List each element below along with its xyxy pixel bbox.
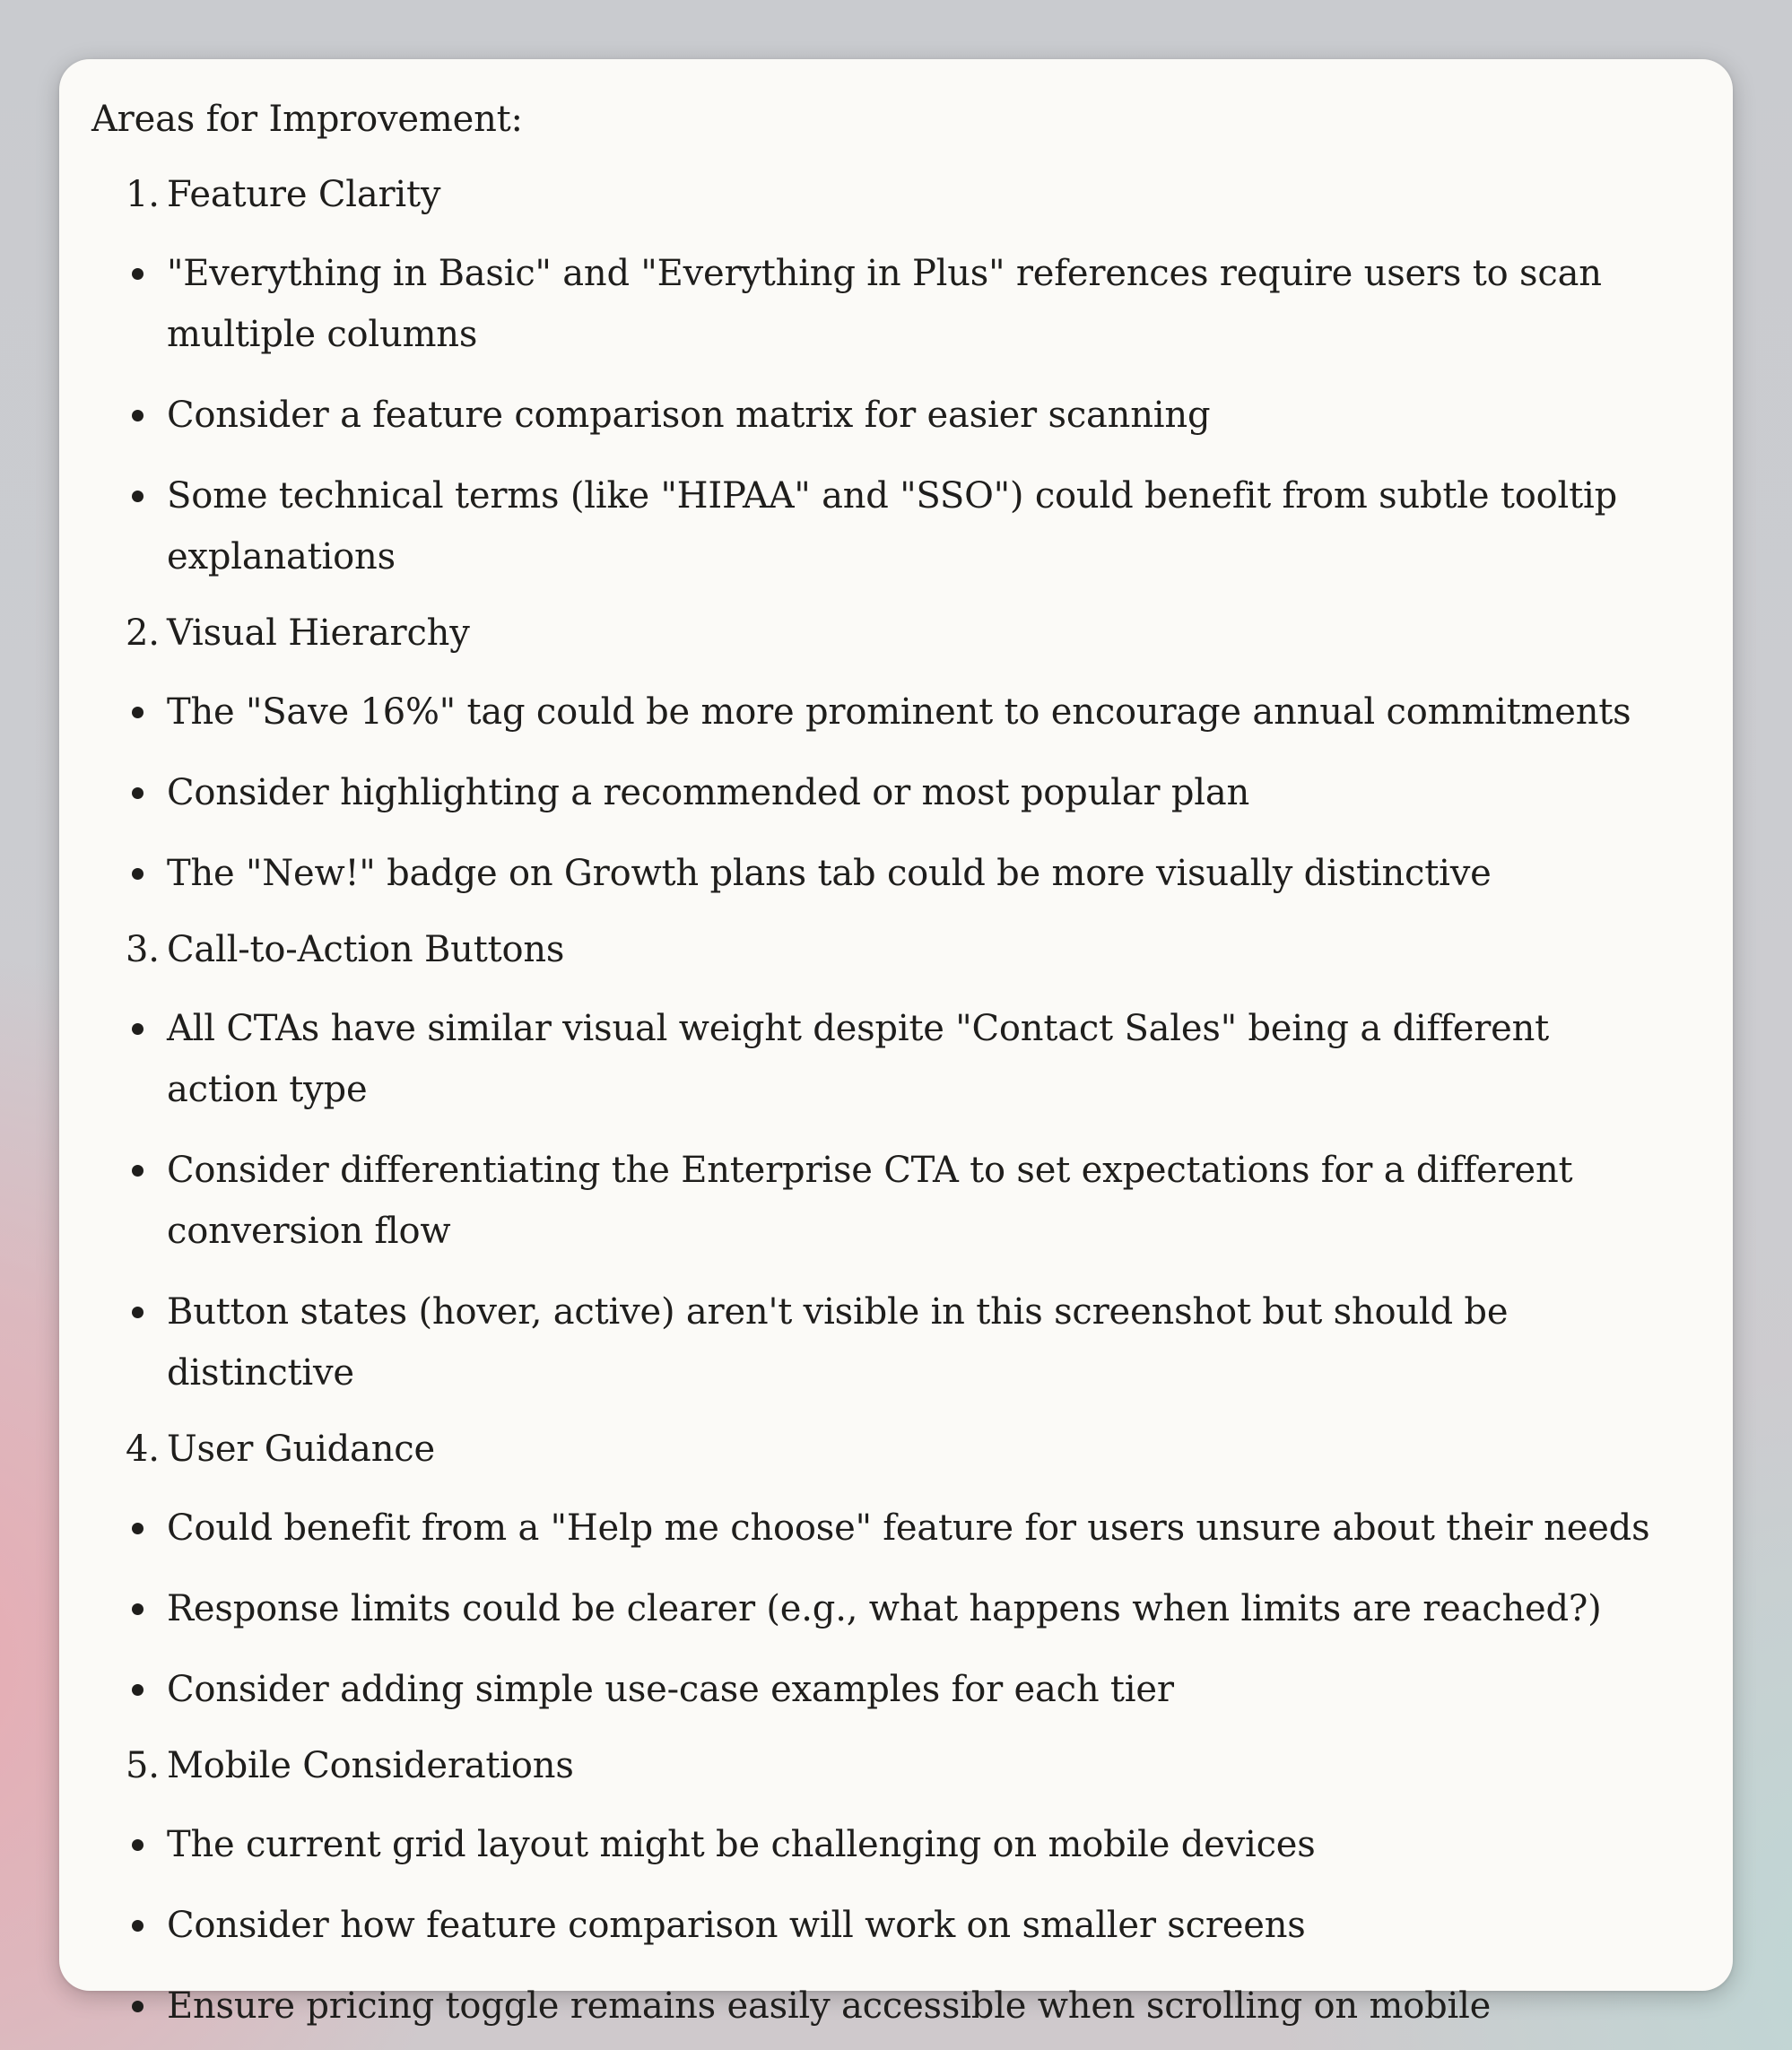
list-item (91, 1895, 1701, 1956)
list-item-text: Could benefit from a "Help me choose" feature for users unsure about their needs (167, 1507, 1650, 1549)
section-title-text: Visual Hierarchy (167, 612, 470, 654)
list-item-text: The "Save 16%" tag could be more prominent to encourage annual commitments (167, 691, 1631, 733)
list-item-text: The "New!" badge on Growth plans tab could be more visually distinctive (167, 853, 1492, 894)
section-title (91, 924, 1701, 976)
section-1 (91, 169, 1701, 587)
section-3 (91, 924, 1701, 1403)
section-number: 5. (126, 1745, 160, 1786)
bullet-icon (132, 410, 144, 421)
list-item-text: Consider a feature comparison matrix for easier scanning (167, 395, 1211, 436)
section-number: 2. (126, 612, 160, 654)
section-number: 3. (126, 929, 160, 970)
list-item-text: Ensure pricing toggle remains easily accessible when scrolling on mobile (167, 1985, 1492, 2027)
list-item (91, 1281, 1701, 1403)
bullet-icon (132, 868, 144, 880)
bullet-icon (132, 1523, 144, 1534)
list-item (91, 682, 1701, 743)
list-item (91, 762, 1701, 823)
section-title-text: Mobile Considerations (167, 1745, 574, 1786)
bullet-icon (132, 1684, 144, 1696)
section-title (91, 607, 1701, 659)
list-item-text: All CTAs have similar visual weight despite "Contact Sales" being a different action type (167, 1008, 1550, 1110)
bullet-icon (132, 268, 144, 280)
list-item-text: Some technical terms (like "HIPAA" and "SSO") could benefit from subtle tooltip explanations (167, 475, 1617, 578)
section-4 (91, 1423, 1701, 1720)
list-item-text: The current grid layout might be challenging on mobile devices (167, 1824, 1316, 1865)
section-5 (91, 1740, 1701, 2037)
bullet-icon (132, 1920, 144, 1932)
list-item-text: "Everything in Basic" and "Everything in Plus" references require users to scan multiple columns (167, 253, 1602, 355)
section-title (91, 1740, 1701, 1792)
section-2 (91, 607, 1701, 904)
list-item (91, 465, 1701, 587)
section-title (91, 169, 1701, 221)
list-item-text: Button states (hover, active) aren't visible in this screenshot but should be distinctive (167, 1291, 1509, 1394)
bullet-icon (132, 1307, 144, 1318)
section-title-text: Call-to-Action Buttons (167, 929, 565, 970)
section-number: 4. (126, 1429, 160, 1470)
bullet-icon (132, 2001, 144, 2012)
bullet-icon (132, 1603, 144, 1615)
list-item-text: Consider adding simple use-case examples for each tier (167, 1669, 1174, 1710)
section-title-text: User Guidance (167, 1429, 435, 1470)
list-item (91, 1814, 1701, 1875)
list-item-text: Consider differentiating the Enterprise CTA to set expectations for a different conversion flow (167, 1150, 1573, 1252)
section-title-text: Feature Clarity (167, 174, 441, 215)
list-item-text: Response limits could be clearer (e.g., what happens when limits are reached?) (167, 1588, 1602, 1629)
bullet-icon (132, 491, 144, 502)
list-item-text: Consider highlighting a recommended or most popular plan (167, 772, 1250, 813)
bullet-icon (132, 1839, 144, 1851)
list-item (91, 843, 1701, 904)
list-item-text: Consider how feature comparison will work on smaller screens (167, 1905, 1306, 1946)
section-number: 1. (126, 174, 160, 215)
bullet-icon (132, 707, 144, 718)
list-item (91, 1140, 1701, 1262)
bullet-icon (132, 787, 144, 799)
list-item (91, 385, 1701, 446)
list-item (91, 1578, 1701, 1639)
bullet-icon (132, 1165, 144, 1177)
section-title (91, 1423, 1701, 1475)
message-card (59, 59, 1733, 2027)
list-item (91, 1498, 1701, 1559)
list-item (91, 998, 1701, 1120)
bullet-icon (132, 1023, 144, 1035)
list-item (91, 1976, 1701, 2037)
heading: Areas for Improvement: (91, 99, 523, 140)
list-item (91, 1659, 1701, 1720)
list-item (91, 243, 1701, 365)
